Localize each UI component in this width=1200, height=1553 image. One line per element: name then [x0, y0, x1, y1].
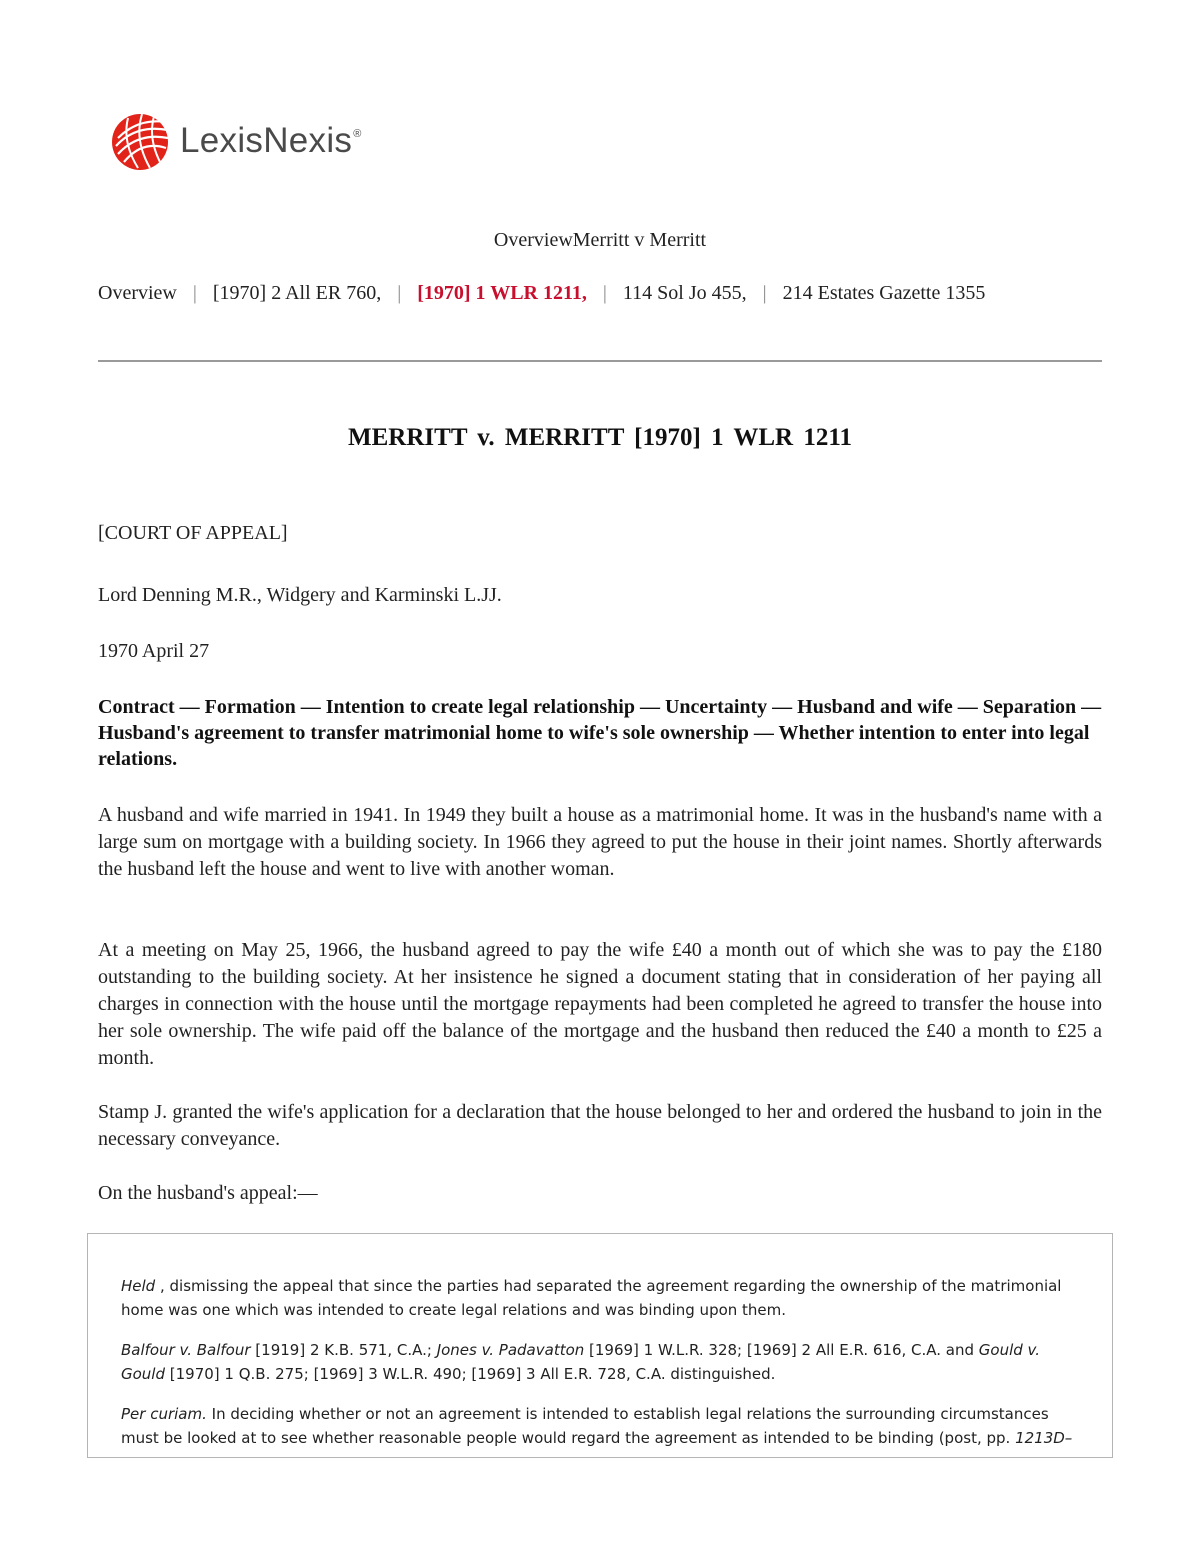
citation-nav: [98, 280, 1102, 306]
per-curiam-label: Per curiam.: [121, 1405, 207, 1423]
lexisnexis-globe-icon: [108, 108, 172, 172]
judgment-date: 1970 April 27: [98, 640, 210, 662]
headnote-catchwords: Contract — Formation — Intention to create legal relationship — Uncertainty — Husband and wife — Separation — Husband's agreement to transfer matrimonial home to wife's sole ownership — Whether intention to enter into legal relations.: [98, 696, 1102, 770]
per-curiam-paragraph: [121, 1402, 1081, 1450]
citation-separator: |: [397, 282, 402, 304]
registered-mark: ®: [353, 127, 362, 140]
citation-separator: |: [762, 282, 767, 304]
cases-distinguished: [121, 1338, 1081, 1386]
per-curiam-text: In deciding whether or not an agreement is intended to establish legal relations the surrounding circumstances must be looked at to see whether reasonable people would regard the agreement as intended to be binding (post, pp.: [121, 1405, 1049, 1447]
citation-wlr-active[interactable]: [1970] 1 WLR 1211,: [417, 282, 587, 304]
citation-estates-gazette[interactable]: 214 Estates Gazette 1355: [782, 282, 986, 304]
citation-all-er[interactable]: [1970] 2 All ER 760,: [212, 282, 382, 304]
court-name: [COURT OF APPEAL]: [98, 522, 288, 544]
case-name[interactable]: Jones v. Padavatton: [436, 1341, 585, 1359]
case-name[interactable]: Balfour v. Balfour: [121, 1341, 251, 1359]
facts-paragraph: Stamp J. granted the wife's application for a declaration that the house belonged to her and ordered the husband to join in the necessary conveyance.: [98, 1101, 1102, 1150]
judges: Lord Denning M.R., Widgery and Karminski L.JJ.: [98, 584, 502, 606]
citation-separator: |: [192, 282, 197, 304]
case-citation: [1969] 1 W.L.R. 328; [1969] 2 All E.R. 616, C.A. and: [584, 1341, 979, 1359]
lexisnexis-logo: [108, 108, 362, 172]
brand-name: LexisNexis®: [180, 120, 362, 160]
facts-paragraph: On the husband's appeal:—: [98, 1182, 318, 1204]
case-name[interactable]: Gould v. Gould: [121, 1341, 1040, 1383]
case-heading: MERRITT v. MERRITT [1970] 1 WLR 1211: [348, 424, 852, 451]
held-summary-box: [87, 1233, 1113, 1458]
header-divider: [98, 360, 1102, 362]
citation-overview[interactable]: Overview: [98, 282, 177, 304]
held-label: Held: [121, 1277, 156, 1295]
case-citation: [1919] 2 K.B. 571, C.A.;: [250, 1341, 437, 1359]
held-text: , dismissing the appeal that since the parties had separated the agreement regarding the ownership of the matrimonial home was one which was intended to create legal relations and was binding upon them.: [121, 1277, 1062, 1319]
document-title: OverviewMerritt v Merritt: [493, 229, 707, 251]
page-reference: 1213D–: [1015, 1429, 1073, 1447]
held-paragraph: [121, 1274, 1081, 1322]
facts-paragraph: A husband and wife married in 1941. In 1949 they built a house as a matrimonial home. It was in the husband's name with a large sum on mortgage with a building society. In 1966 they agreed to put the house in their joint names. Shortly afterwards the husband left the house and went to live with another woman.: [98, 804, 1102, 880]
citation-sol-jo[interactable]: 114 Sol Jo 455,: [622, 282, 747, 304]
facts-paragraph: At a meeting on May 25, 1966, the husband agreed to pay the wife £40 a month out of which she was to pay the £180 outstanding to the building society. At her insistence he signed a document stating that in consideration of her paying all charges in connection with the house until the mortgage repayments had been completed he agreed to transfer the house into her sole ownership. The wife paid off the balance of the mortgage and the husband then reduced the £40 a month to £25 a month.: [98, 939, 1102, 1069]
citation-separator: |: [602, 282, 607, 304]
case-citation: [1970] 1 Q.B. 275; [1969] 3 W.L.R. 490; [1969] 3 All E.R. 728, C.A. distinguished.: [165, 1365, 776, 1383]
